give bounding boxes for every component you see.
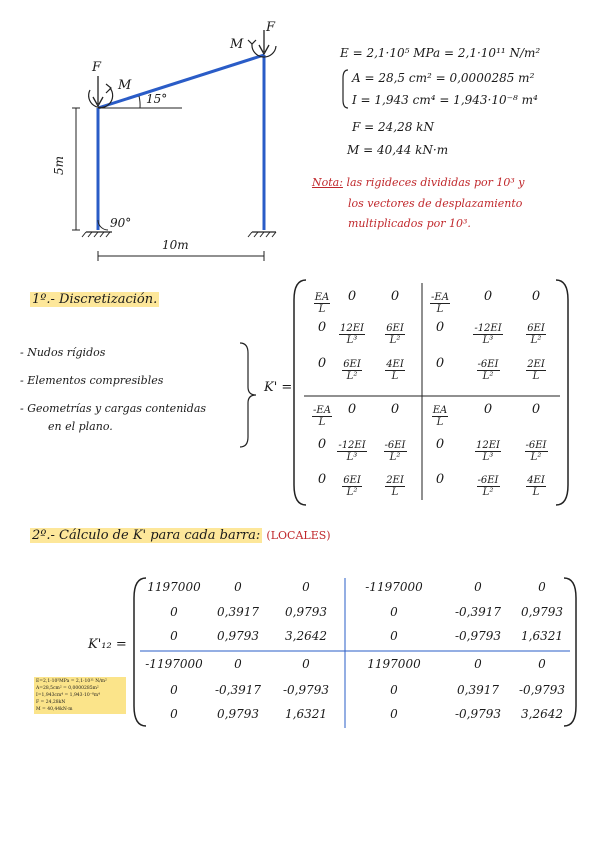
matrix2-cell: 0 — [302, 657, 310, 671]
prop-M: M = 40,44 kN·m — [347, 143, 449, 157]
matrix1-cell: $\frac{-6EI}{\text{L²}}$ — [525, 440, 547, 463]
matrix1-cell: $\frac{6EI}{\text{L²}}$ — [343, 359, 361, 382]
matrix1-cell: 0 — [531, 402, 541, 417]
matrix1-cell: $\frac{-6EI}{\text{L²}}$ — [477, 475, 499, 498]
matrix2-cell: -0,9793 — [518, 683, 566, 697]
angle-base-label: 90° — [110, 216, 132, 230]
prop-A: A = 28,5 cm² = 0,0000285 m² — [352, 71, 535, 85]
length-label: 10m — [162, 238, 189, 252]
matrix2-cell: 0,9793 — [285, 605, 327, 619]
matrix1-label: K' = — [264, 380, 293, 395]
matrix1-cell: 0 — [483, 402, 493, 417]
matrix2-cell: 0 — [170, 605, 178, 619]
moment-label-left: M — [118, 78, 132, 93]
matrix1-cell: $\frac{-EA}{L}$ — [313, 405, 331, 428]
matrix2-cell: -0,9793 — [454, 629, 502, 643]
matrix2-left-bracket — [134, 578, 146, 726]
moment-label-right: M — [230, 37, 244, 52]
note-label: Nota: — [312, 176, 343, 189]
matrix1-cell: $\frac{-6EI}{\text{L²}}$ — [384, 440, 406, 463]
matrix1-cell: 0 — [435, 320, 445, 335]
matrix1-cell: 0 — [317, 472, 327, 487]
note-line1 — [312, 176, 524, 189]
matrix1-cell: 0 — [435, 437, 445, 452]
matrix2-cell: -0,3917 — [214, 683, 262, 697]
matrix1-cell: $\frac{12EI}{\text{L³}}$ — [340, 323, 364, 346]
matrix1-cell: $\frac{2EI}{L}$ — [527, 359, 545, 382]
matrix1-cell: $\frac{6EI}{\text{L²}}$ — [527, 323, 545, 346]
matrix2-cell: 1197000 — [367, 657, 421, 671]
matrix2-cell: 3,2642 — [521, 707, 563, 721]
matrix2-cell: 0,3917 — [457, 683, 499, 697]
matrix2-cell: 0 — [390, 605, 398, 619]
matrix2-cell: 0 — [234, 657, 242, 671]
matrix1-cell: 0 — [317, 320, 327, 335]
note-line3: multiplicados por 10³. — [348, 217, 471, 230]
matrix2-cell: 0,9793 — [217, 629, 259, 643]
matrix1-cell: 0 — [317, 437, 327, 452]
side-note — [34, 677, 126, 714]
load-label-right: F — [266, 20, 276, 35]
matrix2-cell: 0 — [234, 580, 242, 594]
matrix1-cell: $\frac{6EI}{\text{L²}}$ — [343, 475, 361, 498]
matrix1-cell: 0 — [531, 289, 541, 304]
matrix1-cell: $\frac{2EI}{L}$ — [386, 475, 404, 498]
matrix2-cell: -0,9793 — [454, 707, 502, 721]
note-text1: las rigideces divididas por 10³ y — [346, 176, 525, 189]
matrix2-cell: 1,6321 — [285, 707, 327, 721]
matrix2-cell: 1197000 — [147, 580, 201, 594]
matrix1-cell: 0 — [483, 289, 493, 304]
side-note-line: E=2,1·10⁵MPa = 2,1·10¹¹ N/m² — [36, 679, 107, 684]
prop-I: I = 1,943 cm⁴ = 1,943·10⁻⁸ m⁴ — [352, 93, 538, 107]
matrix1-cell: $\frac{-EA}{L}$ — [431, 292, 449, 315]
matrix2-cell: 0 — [474, 657, 482, 671]
prop-E: E = 2,1·10⁵ MPa = 2,1·10¹¹ N/m² — [340, 46, 541, 60]
matrix2-cell: 3,2642 — [285, 629, 327, 643]
matrix2-cell: -1197000 — [145, 657, 203, 671]
matrix2-cell: 0 — [390, 683, 398, 697]
bullet-2: - Geometrías y cargas contenidas — [20, 402, 207, 415]
section2-title: 2º.- Cálculo de K' para cada barra: (LOCALES) — [32, 528, 331, 543]
matrix2-cell: 1,6321 — [521, 629, 563, 643]
angle-top-label: 15° — [146, 92, 168, 106]
matrix2-cell: 0 — [390, 629, 398, 643]
bullet-3: en el plano. — [48, 420, 113, 433]
matrix2-label: K'₁₂ = — [88, 637, 127, 652]
matrix2-cell: 0,9793 — [521, 605, 563, 619]
bullet-0: - Nudos rígidos — [20, 346, 106, 359]
prop-F: F = 24,28 kN — [352, 120, 434, 134]
matrix1-cell: $\frac{4EI}{L}$ — [527, 475, 545, 498]
matrix2-cell: 0 — [474, 580, 482, 594]
bullet-1: - Elementos compresibles — [20, 374, 164, 387]
matrix2-cell: 0 — [390, 707, 398, 721]
matrix1-cell: 0 — [347, 402, 357, 417]
matrix2-cell: -1197000 — [365, 580, 423, 594]
side-note-line: A=28,5cm² = 0,0000285m² — [36, 686, 99, 691]
matrix2-cell: -0,3917 — [454, 605, 502, 619]
section1-title: 1º.- Discretización. — [32, 292, 158, 307]
matrix2-cell: 0 — [538, 657, 546, 671]
side-note-line: I=1,943cm⁴ = 1,943·10⁻⁸m⁴ — [36, 693, 100, 698]
matrix1-cell: 0 — [435, 472, 445, 487]
angle-arc-top — [139, 96, 140, 108]
matrix2-cell: 0 — [170, 683, 178, 697]
matrix1-cell: $\frac{6EI}{\text{L²}}$ — [386, 323, 404, 346]
matrix2-cell: 0 — [170, 629, 178, 643]
matrix1-cell: 0 — [317, 356, 327, 371]
moment-arc-left — [89, 88, 113, 108]
matrix2-cell: -0,9793 — [282, 683, 330, 697]
matrix2-cell: 0,3917 — [217, 605, 259, 619]
matrix2-right-bracket — [564, 578, 576, 726]
side-note-line: M = 40,44kN·m — [36, 707, 73, 712]
note-line2: los vectores de desplazamiento — [348, 197, 523, 210]
matrix1-cell: $\frac{EA}{L}$ — [314, 292, 330, 315]
matrix1-cell: 0 — [390, 289, 400, 304]
bullets-brace — [240, 343, 256, 447]
matrix2-cell: 0 — [170, 707, 178, 721]
matrix1-cell: $\frac{EA}{L}$ — [432, 405, 448, 428]
matrix1-cell: $\frac{-6EI}{\text{L²}}$ — [477, 359, 499, 382]
matrix1-cell: 0 — [390, 402, 400, 417]
matrix1-cell: $\frac{4EI}{L}$ — [386, 359, 404, 382]
matrix2-cell: 0 — [302, 580, 310, 594]
load-label-left: F — [92, 60, 102, 75]
side-note-line: F = 24,28kN — [36, 700, 66, 705]
matrix1-cell: $\frac{-12EI}{\text{L³}}$ — [338, 440, 366, 463]
matrix2-cell: 0 — [538, 580, 546, 594]
matrix1-cell: $\frac{-12EI}{\text{L³}}$ — [474, 323, 502, 346]
matrix1-cell: $\frac{12EI}{\text{L³}}$ — [476, 440, 500, 463]
height-label: 5m — [52, 155, 66, 175]
section2-subtitle: (LOCALES) — [266, 529, 331, 542]
matrix1-cell: 0 — [435, 356, 445, 371]
matrix1-cell: 0 — [347, 289, 357, 304]
matrix2-cell: 0,9793 — [217, 707, 259, 721]
